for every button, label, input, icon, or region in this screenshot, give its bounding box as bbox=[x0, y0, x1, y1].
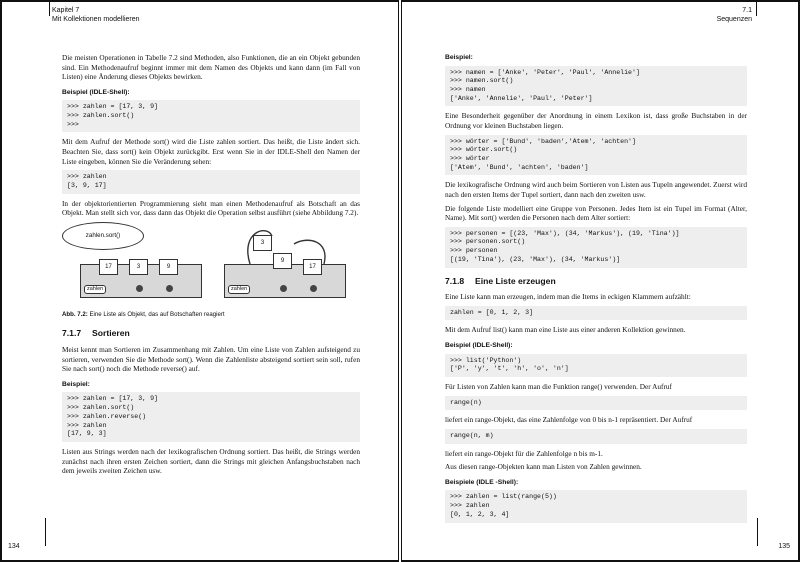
page-number: 135 bbox=[778, 543, 790, 550]
code-block: >>> namen = ['Anke', 'Peter', 'Paul', 'Annelie'] >>> namen.sort() >>> namen ['Anke', 'Annelie', 'Paul', 'Peter'] bbox=[445, 66, 747, 107]
right-page bbox=[401, 0, 800, 562]
card: 9 bbox=[273, 253, 292, 269]
paragraph: Mit dem Aufruf list() kann man eine Liste aus einer anderen Kollektion gewinnen. bbox=[445, 325, 686, 335]
figure-list-object bbox=[62, 222, 360, 306]
header-rule bbox=[49, 2, 50, 16]
paragraph: Die folgende Liste modelliert eine Gruppe von Personen. Jedes Item ist ein Tupel im Format (Alter, Name). Mit sort() werden die Personen nach dem Alter sortiert: bbox=[445, 203, 747, 223]
code-block: >>> zahlen = [17, 3, 9] >>> zahlen.sort() >>> zahlen.reverse() >>> zahlen [17, 9, 3] bbox=[62, 392, 360, 442]
footer-rule bbox=[45, 518, 46, 546]
paragraph: Die lexikografische Ordnung wird auch beim Sortieren von Listen aus Tupeln angewendet. Zuerst wird nach den ersten Items der Tupel sortiert, dann nach den zweiten usw. bbox=[445, 180, 747, 199]
right-page-body bbox=[445, 53, 747, 528]
paragraph: liefert ein range-Objekt für die Zahlenfolge n bis m-1. bbox=[445, 448, 603, 458]
card: 9 bbox=[159, 259, 178, 275]
card: 17 bbox=[99, 259, 118, 275]
paragraph: Listen aus Strings werden nach der lexikografischen Ordnung sortiert. Das heißt, die Strings werden zunächst nach ihren ersten Zeichen sortiert, dann die Strings mit gleichen Anfangsbuchstaben nach dem jeweils zweiten Zeichen usw. bbox=[62, 446, 360, 476]
list-tag: zahlen bbox=[84, 285, 106, 294]
paragraph: Aus diesen range-Objekten kann man Listen von Zahlen gewinnen. bbox=[445, 462, 642, 472]
example-label: Beispiel (IDLE-Shell): bbox=[62, 88, 130, 96]
page-number: 134 bbox=[8, 543, 20, 550]
code-block: range(n, m) bbox=[445, 429, 747, 444]
code-block: zahlen = [0, 1, 2, 3] bbox=[445, 306, 747, 321]
chapter-title: Mit Kollektionen modellieren bbox=[52, 16, 140, 23]
code-block: range(n) bbox=[445, 396, 747, 411]
code-block: >>> zahlen [3, 9, 17] bbox=[62, 170, 360, 193]
code-block: >>> personen = [(23, 'Max'), (34, 'Markus'), (19, 'Tina')] >>> personen.sort() >>> personen [(19, 'Tina'), (23, 'Max'), (34, 'Markus')] bbox=[445, 227, 747, 268]
running-header-right bbox=[717, 6, 752, 24]
paragraph: Für Listen von Zahlen kann man die Funktion range() verwenden. Der Aufruf bbox=[445, 382, 672, 392]
code-block: >>> list('Python') ['P', 'y', 't', 'h', 'o', 'n'] bbox=[445, 354, 747, 377]
left-page-body bbox=[62, 53, 360, 480]
paragraph: Mit dem Aufruf der Methode sort() wird die Liste zahlen sortiert. Das heißt, die Liste ändert sich. Beachten Sie, dass sort() kein Objekt zurückgibt. Erst wenn Sie in der IDLE-Shell den Namen der Liste eingeben, können Sie die Veränderung sehen: bbox=[62, 137, 360, 166]
paragraph: Eine Besonderheit gegenüber der Anordnung in einem Lexikon ist, dass große Buchstaben in der Ordnung vor kleinen Buchstaben liegen. bbox=[445, 111, 747, 130]
example-label: Beispiele (IDLE -Shell): bbox=[445, 478, 519, 486]
card: 3 bbox=[253, 235, 272, 251]
list-tag: zahlen bbox=[228, 285, 250, 294]
section-title: Sequenzen bbox=[716, 16, 752, 23]
card: 17 bbox=[303, 259, 322, 275]
paragraph: Eine Liste kann man erzeugen, indem man die Items in eckigen Klammern aufzählt: bbox=[445, 292, 691, 302]
running-header-left bbox=[52, 6, 140, 24]
footer-rule bbox=[757, 518, 758, 546]
paragraph: In der objektorientierten Programmierung sieht man einen Methodenaufruf als Botschaft an das Objekt. Man stellt sich vor, dass dann das Objekt die Operation selbst ausführt (siehe Abbildung 7.2). bbox=[62, 198, 360, 218]
robot-arm-illustration bbox=[62, 222, 360, 306]
code-block: >>> zahlen = [17, 3, 9] >>> zahlen.sort() >>> bbox=[62, 100, 360, 132]
example-label: Beispiel: bbox=[62, 380, 90, 388]
paragraph: liefert ein range-Objekt, das eine Zahlenfolge von 0 bis n-1 repräsentiert. Der Aufruf bbox=[445, 415, 693, 425]
card: 3 bbox=[129, 259, 148, 275]
section-number: 7.1 bbox=[742, 7, 752, 14]
example-label: Beispiel (IDLE-Shell): bbox=[445, 342, 513, 350]
left-page bbox=[0, 0, 399, 562]
code-block: >>> zahlen = list(range(5)) >>> zahlen [0, 1, 2, 3, 4] bbox=[445, 490, 747, 522]
figure-caption: Abb. 7.2: Eine Liste als Objekt, das auf Botschaften reagiert bbox=[62, 310, 225, 318]
message-bubble: zahlen.sort() bbox=[62, 222, 144, 250]
example-label: Beispiel: bbox=[445, 54, 473, 61]
paragraph: Meist kennt man Sortieren im Zusammenhang mit Zahlen. Um eine Liste von Zahlen aufsteigend zu sortieren, verwenden Sie die Methode sort(). Wenn die Zahlenliste absteigend sortiert sein soll, rufen Sie nach sort() noch die Methode reverse() auf. bbox=[62, 345, 360, 374]
code-block: >>> wörter = ['Bund', 'baden','Atem', 'achten'] >>> wörter.sort() >>> wörter ['Atem', 'Bund', 'achten', 'baden'] bbox=[445, 135, 747, 176]
section-heading: 7.1.8 Eine Liste erzeugen bbox=[445, 275, 556, 286]
section-heading: 7.1.7 Sortieren bbox=[62, 328, 130, 339]
chapter-label: Kapitel 7 bbox=[52, 7, 80, 14]
paragraph: Die meisten Operationen in Tabelle 7.2 sind Methoden, also Funktionen, die an ein Objekt gebunden sind. Ein Methodenaufruf beginnt immer mit dem Namen des Objekts und kann dann (im Fall von Listen) eine Änderung dieses Objekts bewirken. bbox=[62, 53, 360, 82]
header-rule bbox=[756, 2, 757, 16]
